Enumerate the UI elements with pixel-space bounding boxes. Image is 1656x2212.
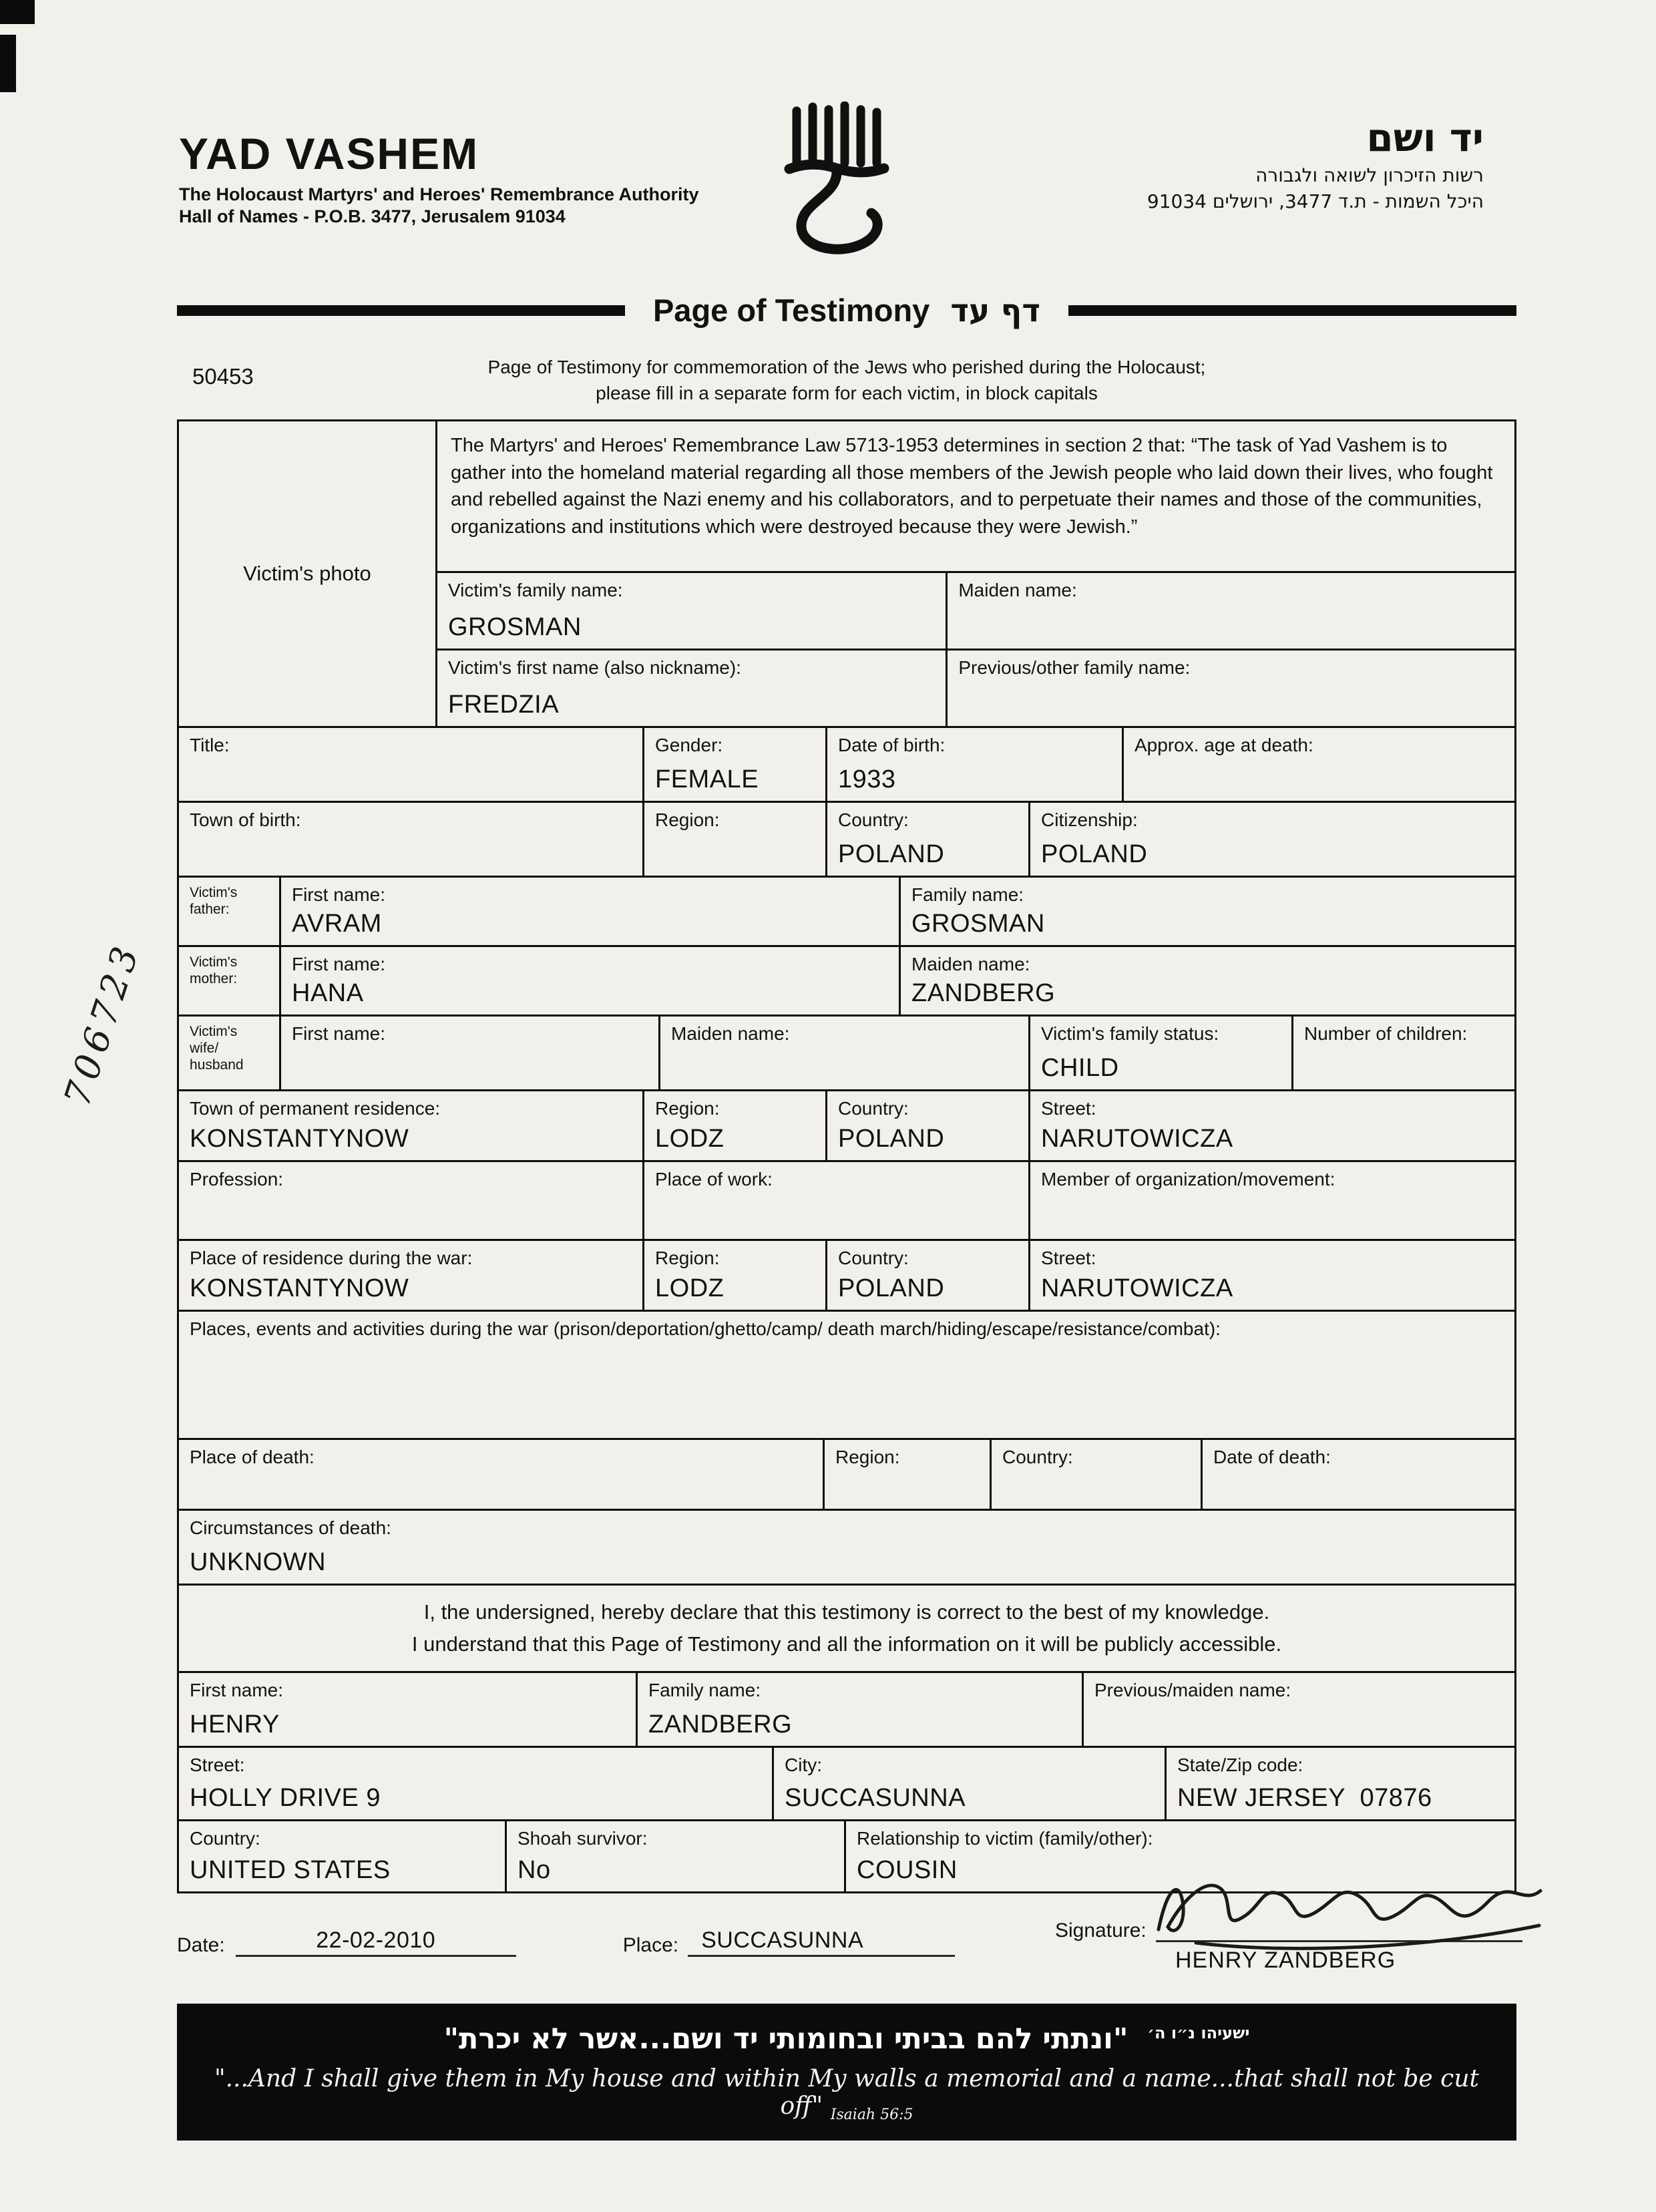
field-label: Date of birth: bbox=[838, 735, 946, 755]
number-of-children-field bbox=[1291, 1017, 1514, 1089]
field-value bbox=[958, 689, 1504, 719]
field-value bbox=[835, 1471, 979, 1502]
mother-first-name-field bbox=[279, 947, 899, 1015]
title-field bbox=[179, 728, 642, 801]
field-value bbox=[1002, 1471, 1190, 1502]
field-value: KONSTANTYNOW bbox=[190, 1274, 409, 1302]
submitter-previous-name-field bbox=[1082, 1673, 1514, 1746]
gender-field bbox=[642, 728, 825, 801]
field-label: Region: bbox=[835, 1447, 900, 1467]
spouse-role-cell bbox=[179, 1017, 279, 1089]
field-label: Country: bbox=[838, 1098, 909, 1119]
org-name-hebrew: יד ושם bbox=[1366, 115, 1484, 160]
date-label: Date: bbox=[177, 1934, 225, 1956]
field-value: POLAND bbox=[838, 1125, 945, 1153]
field-value bbox=[190, 1471, 812, 1502]
place-of-death-field bbox=[179, 1440, 823, 1509]
submitter-state-zip-field bbox=[1165, 1748, 1514, 1819]
field-label: Country: bbox=[190, 1828, 260, 1849]
field-value: UNITED STATES bbox=[190, 1856, 391, 1885]
citizenship-field bbox=[1028, 803, 1514, 876]
war-events-field bbox=[179, 1312, 1514, 1438]
org-subtitle-2: Hall of Names - P.O.B. 3477, Jerusalem 91034 bbox=[179, 206, 566, 226]
field-value: NEW JERSEY 07876 bbox=[1177, 1784, 1432, 1813]
org-subtitle-hebrew-1: רשות הזיכרון לשואה ולגבורה bbox=[1255, 164, 1484, 186]
place-label: Place: bbox=[622, 1934, 679, 1956]
field-label: Family name: bbox=[648, 1680, 761, 1701]
org-header-hebrew bbox=[1147, 115, 1484, 212]
page-title-row bbox=[177, 292, 1516, 329]
table-row bbox=[179, 1671, 1514, 1746]
field-label: Place of death: bbox=[190, 1447, 315, 1467]
mother-role-cell bbox=[179, 947, 279, 1015]
scan-artifact bbox=[0, 35, 16, 92]
table-row bbox=[179, 421, 1514, 726]
table-row bbox=[179, 1746, 1514, 1819]
victim-photo-label: Victim's photo bbox=[243, 562, 371, 585]
field-label: Shoah survivor: bbox=[518, 1828, 648, 1849]
field-value: ZANDBERG bbox=[648, 1710, 793, 1739]
field-label: Date of death: bbox=[1213, 1447, 1331, 1467]
field-value: ZANDBERG bbox=[911, 979, 1056, 1007]
field-label: Region: bbox=[655, 809, 720, 830]
field-label: Victim's mother: bbox=[190, 954, 238, 987]
table-row bbox=[179, 1438, 1514, 1509]
field-label: Region: bbox=[655, 1098, 720, 1119]
field-value: FEMALE bbox=[655, 765, 759, 793]
submitter-family-name-field bbox=[636, 1673, 1082, 1746]
field-label: Title: bbox=[190, 735, 230, 755]
country-of-birth-field bbox=[825, 803, 1028, 876]
field-label: Places, events and activities during the war (prison/deportation/ghetto/camp/ death march/hiding/escape/resistance/combat): bbox=[190, 1318, 1221, 1339]
region-of-birth-field bbox=[642, 803, 825, 876]
family-status-field bbox=[1028, 1017, 1291, 1089]
war-residence-place-field bbox=[179, 1241, 642, 1310]
table-row bbox=[179, 801, 1514, 876]
field-value: SUCCASUNNA bbox=[785, 1784, 966, 1813]
intro-text bbox=[177, 354, 1516, 406]
submitter-first-name-field bbox=[179, 1673, 636, 1746]
field-value: COUSIN bbox=[857, 1856, 958, 1885]
field-value: FREDZIA bbox=[448, 691, 560, 719]
field-label: Number of children: bbox=[1304, 1023, 1468, 1044]
field-label: Victim's family name: bbox=[448, 580, 623, 600]
field-label: Maiden name: bbox=[958, 580, 1077, 600]
field-label: First name: bbox=[292, 954, 386, 974]
title-rule-left bbox=[177, 305, 625, 316]
field-value: POLAND bbox=[838, 840, 945, 868]
field-label: Member of organization/movement: bbox=[1041, 1169, 1335, 1189]
table-row bbox=[179, 726, 1514, 801]
field-label: State/Zip code: bbox=[1177, 1755, 1303, 1776]
field-value: KONSTANTYNOW bbox=[190, 1125, 409, 1153]
field-value: HOLLY DRIVE 9 bbox=[190, 1784, 381, 1813]
residence-region-field bbox=[642, 1091, 825, 1160]
shoah-survivor-field bbox=[505, 1821, 844, 1891]
field-value: POLAND bbox=[1041, 840, 1148, 868]
victim-photo-cell bbox=[179, 421, 435, 726]
residence-country-field bbox=[825, 1091, 1028, 1160]
field-value bbox=[671, 1052, 1018, 1083]
intro-line-1: Page of Testimony for commemoration of the Jews who perished during the Holocaust; bbox=[487, 357, 1206, 377]
field-value bbox=[190, 1202, 632, 1232]
handwritten-archive-number: 706723 bbox=[55, 936, 149, 1111]
field-value: CHILD bbox=[1041, 1054, 1119, 1082]
title-rule-right bbox=[1068, 305, 1516, 316]
signature-row bbox=[1055, 1845, 1522, 1942]
table-row bbox=[179, 1089, 1514, 1160]
org-name: YAD VASHEM bbox=[179, 129, 479, 178]
field-value: POLAND bbox=[838, 1274, 945, 1302]
victim-family-name-field bbox=[437, 573, 946, 649]
maiden-name-field bbox=[946, 573, 1514, 649]
field-label: Relationship to victim (family/other): bbox=[857, 1828, 1153, 1849]
verse-english-attribution: Isaiah 56:5 bbox=[830, 2106, 913, 2124]
war-residence-region-field bbox=[642, 1241, 825, 1310]
place-value: SUCCASUNNA bbox=[688, 1927, 955, 1957]
page-title-hebrew: דף עד bbox=[950, 293, 1041, 329]
org-subtitle-hebrew-2: היכל השמות - ת.ד 3477, ירושלים 91034 bbox=[1147, 190, 1484, 212]
field-label: Maiden name: bbox=[911, 954, 1030, 974]
field-label: Victim's first name (also nickname): bbox=[448, 657, 741, 678]
handwritten-signature bbox=[1149, 1849, 1550, 1963]
field-value: No bbox=[518, 1856, 551, 1885]
field-label: Approx. age at death: bbox=[1134, 735, 1313, 755]
testimony-form-table bbox=[177, 419, 1516, 1893]
war-residence-country-field bbox=[825, 1241, 1028, 1310]
field-value bbox=[190, 1401, 1504, 1431]
submitter-street-field bbox=[179, 1748, 772, 1819]
field-value: GROSMAN bbox=[448, 613, 582, 641]
mother-maiden-name-field bbox=[899, 947, 1514, 1015]
table-row bbox=[179, 1310, 1514, 1438]
field-value bbox=[1041, 1202, 1504, 1232]
signature-line bbox=[1156, 1845, 1522, 1942]
field-label: Family name: bbox=[911, 884, 1024, 905]
scan-artifact bbox=[0, 0, 35, 24]
page-title-text: Page of Testimony bbox=[652, 293, 930, 328]
signature-printed-name: HENRY ZANDBERG bbox=[1175, 1948, 1396, 1973]
field-label: Country: bbox=[838, 1248, 909, 1268]
date-value: 22-02-2010 bbox=[236, 1927, 516, 1957]
field-label: Victim's father: bbox=[190, 885, 238, 918]
field-label: Country: bbox=[838, 809, 909, 830]
verse-english bbox=[193, 2065, 1500, 2123]
field-label: Street: bbox=[190, 1755, 245, 1776]
field-value: AVRAM bbox=[292, 910, 382, 938]
field-label: Town of permanent residence: bbox=[190, 1098, 441, 1119]
page-title bbox=[625, 292, 1068, 329]
field-value: UNKNOWN bbox=[190, 1548, 327, 1576]
field-label: Gender: bbox=[655, 735, 723, 755]
field-label: Victim's family status: bbox=[1041, 1023, 1219, 1044]
place-of-work-field bbox=[642, 1162, 1028, 1239]
field-label: First name: bbox=[292, 1023, 386, 1044]
table-row bbox=[179, 1015, 1514, 1089]
age-at-death-field bbox=[1122, 728, 1514, 801]
father-role-cell bbox=[179, 878, 279, 945]
field-label: Victim's wife/ husband bbox=[190, 1024, 244, 1073]
table-row bbox=[437, 649, 1514, 726]
org-subtitle-1: The Holocaust Martyrs' and Heroes' Remembrance Authority bbox=[179, 184, 699, 204]
organization-field bbox=[1028, 1162, 1514, 1239]
submitter-country-field bbox=[179, 1821, 505, 1891]
declaration-text bbox=[179, 1584, 1514, 1671]
war-residence-street-field bbox=[1028, 1241, 1514, 1310]
field-value: LODZ bbox=[655, 1125, 724, 1153]
date-of-death-field bbox=[1201, 1440, 1514, 1509]
menorah-logo-icon bbox=[780, 102, 893, 273]
field-label: Citizenship: bbox=[1041, 809, 1138, 830]
field-label: Maiden name: bbox=[671, 1023, 790, 1044]
field-label: Street: bbox=[1041, 1098, 1096, 1119]
field-value: GROSMAN bbox=[911, 910, 1045, 938]
field-value bbox=[655, 1202, 1018, 1232]
signature-area bbox=[1055, 1845, 1522, 1974]
field-value: LODZ bbox=[655, 1274, 724, 1302]
declaration-line-2: I understand that this Page of Testimony and all the information on it will be publicly accessible. bbox=[411, 1632, 1282, 1656]
verse-banner bbox=[177, 2004, 1516, 2141]
field-value: HENRY bbox=[190, 1710, 280, 1739]
field-value bbox=[655, 838, 815, 869]
form-number: 50453 bbox=[192, 364, 254, 389]
table-row bbox=[179, 876, 1514, 945]
date-place-row bbox=[177, 1927, 1072, 1957]
table-row bbox=[179, 945, 1514, 1015]
field-label: First name: bbox=[190, 1680, 284, 1701]
declaration-line-1: I, the undersigned, hereby declare that this testimony is correct to the best of my knowledge. bbox=[423, 1600, 1270, 1624]
death-region-field bbox=[823, 1440, 990, 1509]
table-row bbox=[437, 571, 1514, 649]
spouse-maiden-name-field bbox=[658, 1017, 1028, 1089]
field-label: Previous/maiden name: bbox=[1094, 1680, 1291, 1701]
law-and-names-stack bbox=[435, 421, 1514, 726]
table-row bbox=[179, 1239, 1514, 1310]
spouse-first-name-field bbox=[279, 1017, 658, 1089]
table-row bbox=[179, 1509, 1514, 1584]
signature-label: Signature: bbox=[1055, 1919, 1147, 1942]
org-header bbox=[179, 128, 699, 227]
verse-hebrew-attribution: ישעיהו נ״ו ה׳ bbox=[1147, 2023, 1250, 2042]
date-of-birth-field bbox=[825, 728, 1122, 801]
town-of-birth-field bbox=[179, 803, 642, 876]
verse-hebrew bbox=[193, 2022, 1500, 2056]
field-label: Profession: bbox=[190, 1169, 284, 1189]
verse-hebrew-quote: "ונתתי להם בביתי ובחומותי יד ושם...אשר לא יכרת" bbox=[443, 2022, 1128, 2056]
field-value bbox=[190, 763, 632, 794]
circumstances-of-death-field bbox=[179, 1511, 1514, 1584]
father-family-name-field bbox=[899, 878, 1514, 945]
field-value bbox=[1094, 1708, 1504, 1739]
submitter-city-field bbox=[772, 1748, 1165, 1819]
field-label: City: bbox=[785, 1755, 822, 1776]
table-row bbox=[179, 1160, 1514, 1239]
field-value bbox=[190, 838, 632, 869]
field-label: Previous/other family name: bbox=[958, 657, 1191, 678]
verse-english-quote: "...And I shall give them in My house and within My walls a memorial and a name...that shall not be cut off" bbox=[214, 2065, 1479, 2120]
death-country-field bbox=[990, 1440, 1201, 1509]
field-label: Street: bbox=[1041, 1248, 1096, 1268]
previous-family-name-field bbox=[946, 651, 1514, 726]
law-text: The Martyrs' and Heroes' Remembrance Law 5713-1953 determines in section 2 that: “The task of Yad Vashem is to gather into the homeland material regarding all those members of the Jewish people who laid down their lives, who fought and rebelled against the Nazi enemy and his collaborators, and to perpetuate their names and those of the communities, organizations and institutions which were destroyed because they were Jewish.” bbox=[451, 435, 1493, 538]
field-label: Place of residence during the war: bbox=[190, 1248, 473, 1268]
field-label: First name: bbox=[292, 884, 386, 905]
residence-street-field bbox=[1028, 1091, 1514, 1160]
field-value bbox=[1134, 763, 1504, 794]
field-value: HANA bbox=[292, 979, 364, 1007]
field-label: Place of work: bbox=[655, 1169, 773, 1189]
field-label: Circumstances of death: bbox=[190, 1517, 391, 1538]
victim-first-name-field bbox=[437, 651, 946, 726]
field-value bbox=[958, 611, 1504, 642]
profession-field bbox=[179, 1162, 642, 1239]
intro-line-2: please fill in a separate form for each victim, in block capitals bbox=[596, 383, 1098, 404]
field-value: NARUTOWICZA bbox=[1041, 1125, 1233, 1153]
field-value bbox=[1213, 1471, 1504, 1502]
field-value: NARUTOWICZA bbox=[1041, 1274, 1233, 1302]
field-label: Town of birth: bbox=[190, 809, 301, 830]
father-first-name-field bbox=[279, 878, 899, 945]
residence-town-field bbox=[179, 1091, 642, 1160]
field-value: 1933 bbox=[838, 765, 896, 793]
field-value bbox=[1304, 1052, 1504, 1083]
field-label: Region: bbox=[655, 1248, 720, 1268]
field-label: Country: bbox=[1002, 1447, 1073, 1467]
field-value bbox=[292, 1052, 648, 1083]
